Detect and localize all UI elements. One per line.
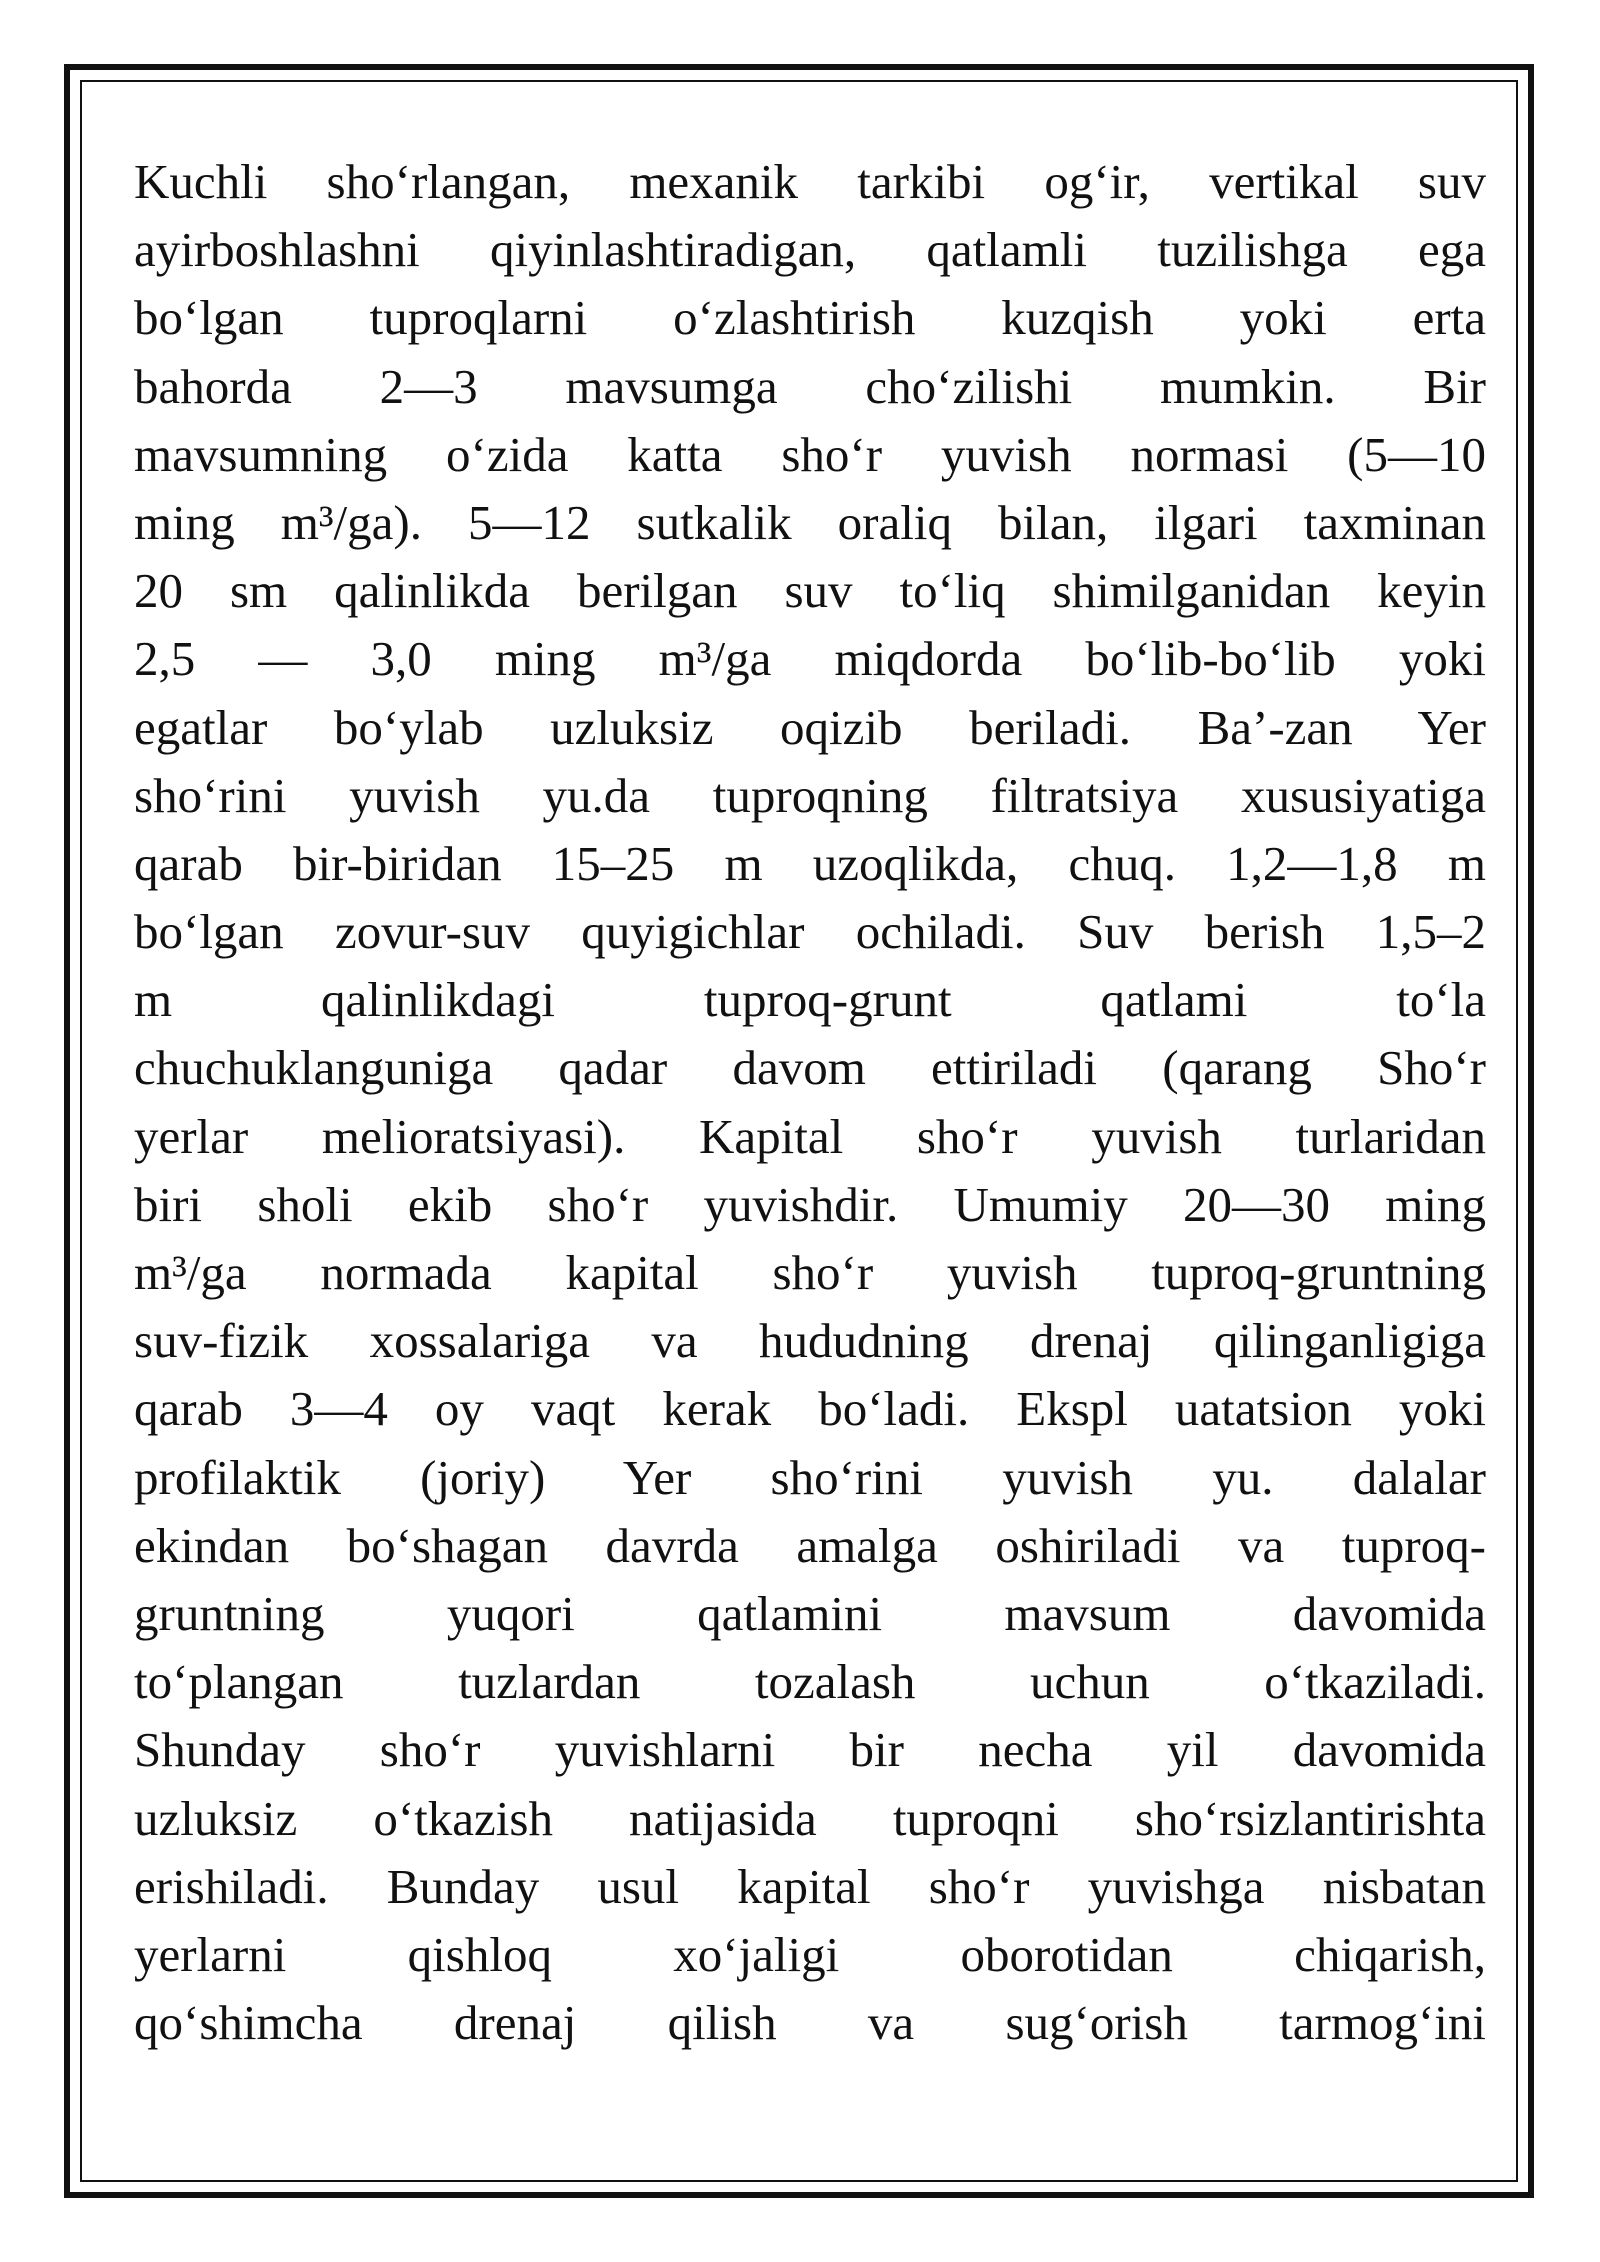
text-line: ekindan bo‘shagan davrda amalga oshiriladi va tuproq- bbox=[134, 1517, 1486, 1573]
text-line: bo‘lgan zovur-suv quyigichlar ochiladi. Suv berish 1,5–2 bbox=[134, 904, 1486, 960]
text-line: ming m³/ga). 5—12 sutkalik oraliq bilan, ilgari taxminan bbox=[134, 494, 1486, 550]
text-line: profilaktik (joriy) Yer sho‘rini yuvish yu. dalalar bbox=[134, 1449, 1486, 1505]
text-line: 20 sm qalinlikda berilgan suv to‘liq shimilganidan keyin bbox=[134, 563, 1486, 619]
text-line: qarab bir-biridan 15–25 m uzoqlikda, chuq. 1,2—1,8 m bbox=[134, 835, 1486, 891]
text-line: biri sholi ekib sho‘r yuvishdir. Umumiy 20—30 ming bbox=[134, 1176, 1486, 1232]
text-line: gruntning yuqori qatlamini mavsum davomida bbox=[134, 1585, 1486, 1641]
text-line: egatlar bo‘ylab uzluksiz oqizib beriladi. Ba’-zan Yer bbox=[134, 699, 1486, 755]
text-line: qarab 3—4 oy vaqt kerak bo‘ladi. Ekspl uatatsion yoki bbox=[134, 1381, 1486, 1437]
text-line: ayirboshlashni qiyinlashtiradigan, qatlamli tuzilishga ega bbox=[134, 222, 1486, 278]
text-line: 2,5 — 3,0 ming m³/ga miqdorda bo‘lib-bo‘lib yoki bbox=[134, 631, 1486, 687]
text-line: qo‘shimcha drenaj qilish va sug‘orish tarmog‘ini bbox=[134, 1995, 1486, 2051]
text-line: Shunday sho‘r yuvishlarni bir necha yil davomida bbox=[134, 1722, 1486, 1778]
text-line: mavsumning o‘zida katta sho‘r yuvish normasi (5—10 bbox=[134, 426, 1486, 482]
text-line: bahorda 2—3 mavsumga cho‘zilishi mumkin. Bir bbox=[134, 358, 1486, 414]
text-line: to‘plangan tuzlardan tozalash uchun o‘tkaziladi. bbox=[134, 1654, 1486, 1710]
text-line: yerlar melioratsiyasi). Kapital sho‘r yuvish turlaridan bbox=[134, 1108, 1486, 1164]
text-line: sho‘rini yuvish yu.da tuproqning filtratsiya xususiyatiga bbox=[134, 767, 1486, 823]
text-line: erishiladi. Bunday usul kapital sho‘r yuvishga nisbatan bbox=[134, 1858, 1486, 1914]
text-line: m³/ga normada kapital sho‘r yuvish tuproq-gruntning bbox=[134, 1245, 1486, 1300]
body-paragraph bbox=[134, 148, 1486, 2057]
text-line: yerlarni qishloq xo‘jaligi oborotidan chiqarish, bbox=[134, 1926, 1486, 1982]
text-line: m qalinlikdagi tuproq-grunt qatlami to‘la bbox=[134, 972, 1486, 1028]
text-line: uzluksiz o‘tkazish natijasida tuproqni sho‘rsizlantirishta bbox=[134, 1790, 1486, 1846]
text-line: chuchuklanguniga qadar davom ettiriladi (qarang Sho‘r bbox=[134, 1040, 1486, 1096]
text-line: suv-fizik xossalariga va hududning drenaj qilinganligiga bbox=[134, 1313, 1486, 1369]
text-line: Kuchli sho‘rlangan, mexanik tarkibi og‘ir, vertikal suv bbox=[134, 154, 1486, 209]
text-line: bo‘lgan tuproqlarni o‘zlashtirish kuzqish yoki erta bbox=[134, 290, 1486, 346]
